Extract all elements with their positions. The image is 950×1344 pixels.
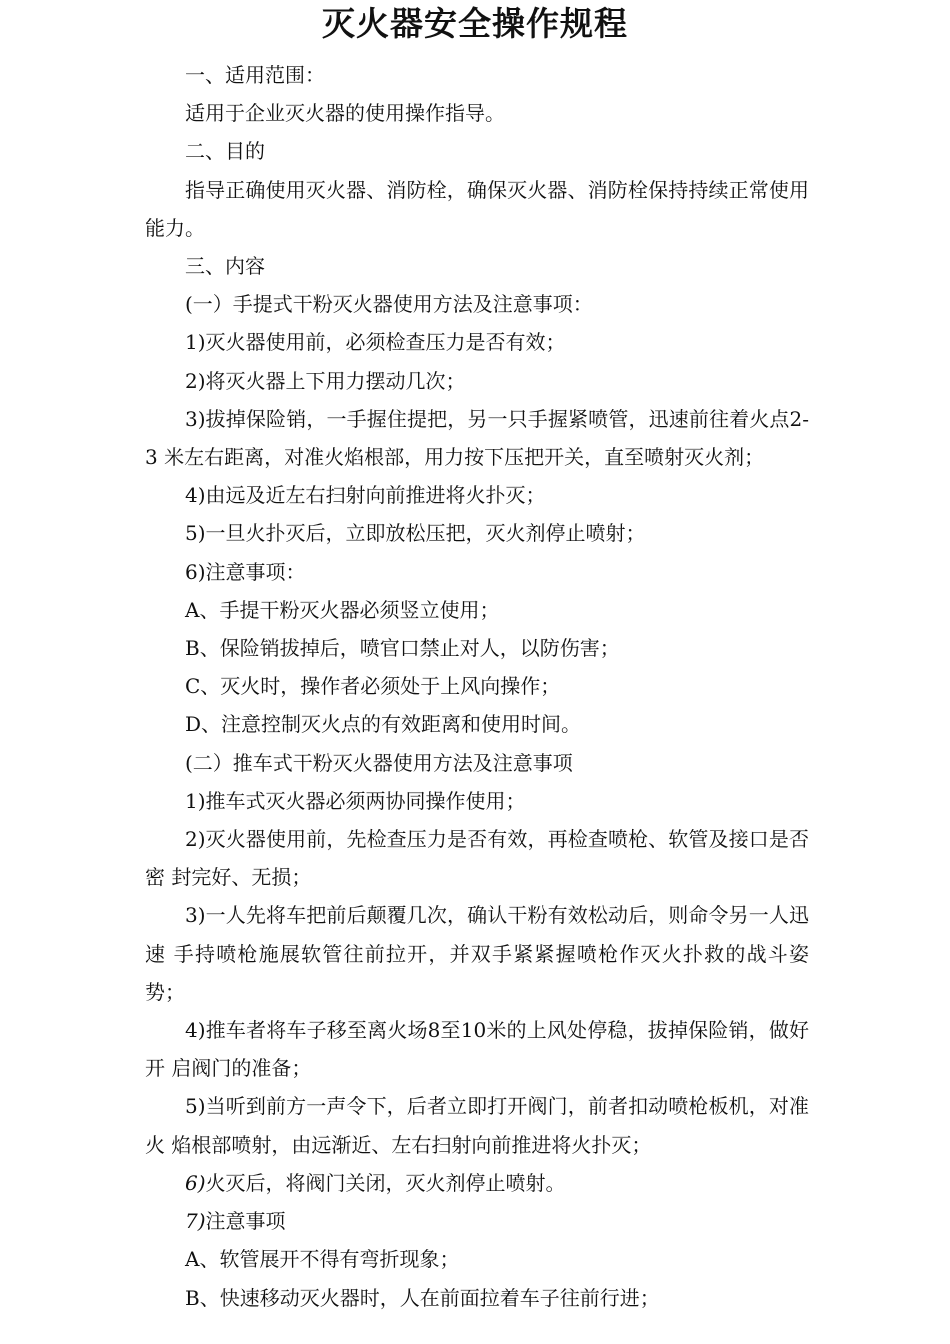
paragraph: 三、内容 [185, 254, 265, 279]
paragraph: 4)由远及近左右扫射向前推进将火扑灭； [185, 483, 546, 508]
paragraph: 4)推车者将车子移至离火场8至10米的上风处停稳，拔掉保险销，做好开 启阀门的准备； [145, 1018, 809, 1081]
paragraph-text: 注意事项 [205, 1209, 286, 1234]
paragraph: 5)一旦火扑灭后，立即放松压把，灭火剂停止喷射； [185, 521, 646, 546]
paragraph: B、保险销拔掉后，喷官口禁止对人，以防伤害； [185, 636, 620, 661]
paragraph: 2)将灭火器上下用力摆动几次； [185, 368, 466, 393]
paragraph: 适用于企业灭火器的使用操作指导。 [185, 101, 505, 126]
paragraph: 一、适用范围： [185, 63, 325, 87]
paragraph: 指导正确使用灭火器、消防栓，确保灭火器、消防栓保持持续正常使用能力。 [145, 177, 809, 240]
document-title: 灭火器安全操作规程 [322, 4, 628, 43]
paragraph: A、软管展开不得有弯折现象； [185, 1247, 460, 1272]
document-body [145, 56, 809, 1317]
paragraph: (二）推车式干粉灭火器使用方法及注意事项 [185, 750, 573, 775]
paragraph [145, 1202, 809, 1240]
paragraph: D、注意控制灭火点的有效距离和使用时间。 [185, 712, 582, 737]
paragraph: 5)当听到前方一声令下，后者立即打开阀门，前者扣动喷枪板机，对准火 焰根部喷射，由远渐近、左右扫射向前推进将火扑灭； [145, 1094, 809, 1157]
list-marker: 7) [185, 1209, 206, 1234]
paragraph: A、手提干粉灭火器必须竖立使用； [185, 597, 500, 622]
paragraph: 二、目的 [185, 139, 265, 164]
paragraph: 1)灭火器使用前，必须检查压力是否有效； [185, 330, 566, 355]
paragraph: C、灭火时，操作者必须处于上风向操作； [185, 674, 561, 699]
paragraph-text: 火灭后，将阀门关闭，灭火剂停止喷射。 [205, 1170, 566, 1195]
paragraph: 1)推车式灭火器必须两协同操作使用； [185, 788, 526, 813]
paragraph: B、快速移动灭火器时，人在前面拉着车子往前行进； [185, 1285, 660, 1310]
paragraph [145, 1164, 809, 1202]
paragraph: 6)注意事项： [185, 559, 306, 584]
paragraph: 3)拔掉保险销，一手握住提把，另一只手握紧喷管，迅速前往着火点2-3 米左右距离，对准火焰根部，用力按下压把开关，直至喷射灭火剂； [145, 406, 809, 470]
paragraph: (一）手提式干粉灭火器使用方法及注意事项： [185, 292, 593, 317]
paragraph: 3)一人先将车把前后颠覆几次，确认干粉有效松动后，则命令另一人迅速 手持喷枪施展软管往前拉开，并双手紧紧握喷枪作灭火扑救的战斗姿势； [145, 903, 809, 1004]
paragraph: 2)灭火器使用前，先检查压力是否有效，再检查喷枪、软管及接口是否密 封完好、无损； [145, 827, 809, 890]
list-marker: 6) [185, 1170, 206, 1195]
